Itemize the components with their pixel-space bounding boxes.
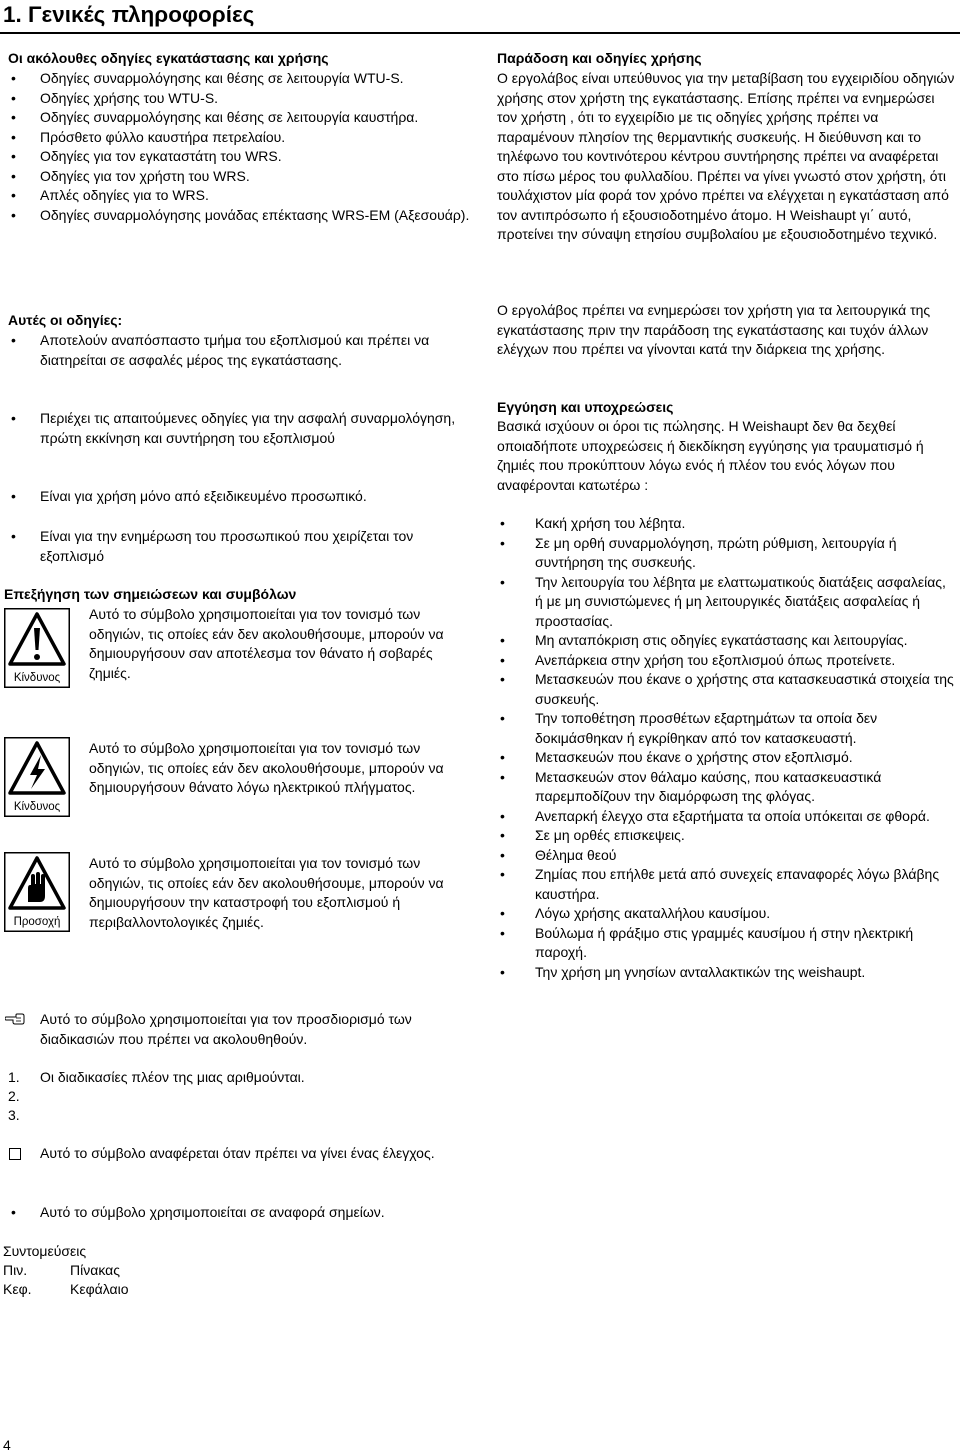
list-item: [8, 108, 473, 128]
list-item-text: Την χρήση μη γνησίων ανταλλακτικών της weishaupt.: [535, 963, 866, 980]
numbered-note-text: Οι διαδικασίες πλέον της μιας αριθμούνται.: [40, 1069, 305, 1085]
svg-text:Προσοχή: Προσοχή: [13, 916, 61, 928]
bullet-icon: •: [11, 410, 16, 426]
list-item: • Είναι για την ενημέρωση του προσωπικού που χειρίζεται τον εξοπλισμό: [11, 528, 414, 564]
abbr-value: Κεφάλαιο: [70, 1281, 129, 1297]
bullet-icon: •: [500, 573, 505, 590]
list-number: 2.: [8, 1088, 20, 1104]
checkbox-note-text: Αυτό το σύμβολο αναφέρεται όταν πρέπει να γίνει ένας έλεγχος.: [40, 1145, 435, 1161]
bullet-icon: •: [11, 488, 16, 504]
list-item: [8, 167, 473, 187]
bullet-icon: •: [500, 749, 505, 765]
list-item: [497, 846, 955, 866]
chapter-title: 1. Γενικές πληροφορίες: [3, 2, 255, 27]
list-item: • Αποτελούν αναπόσπαστο τμήμα του εξοπλισμού και πρέπει να διατηρείται σε ασφαλές μέρος της εγκατάστασης.: [11, 332, 430, 368]
intro-heading: Οι ακόλουθες οδηγίες εγκατάστασης και χρήσης: [8, 50, 329, 66]
abbr-key: Πιν.: [3, 1262, 28, 1278]
page-number: 4: [3, 1437, 11, 1453]
bullet-icon: •: [500, 632, 505, 648]
list-item-text: Οδηγίες συναρμολόγησης μονάδας επέκτασης WRS-EM (Αξεσουάρ).: [40, 206, 470, 223]
abbr-heading: Συντομεύσεις: [3, 1243, 87, 1259]
bullet-icon: •: [11, 1204, 16, 1220]
list-item: [497, 904, 955, 924]
intro-list: [8, 69, 473, 225]
svg-text:Κίνδυνος: Κίνδυνος: [13, 672, 61, 684]
bullet-icon: •: [11, 70, 16, 86]
list-item: [497, 865, 955, 904]
these-heading: Αυτές οι οδηγίες:: [8, 312, 123, 328]
list-item-text: Πρόσθετο φύλλο καυστήρα πετρελαίου.: [40, 128, 286, 145]
abbr-list: [3, 1261, 203, 1301]
symbol-caution: [0, 852, 480, 952]
bullet-icon: •: [500, 827, 505, 843]
bullet-icon: •: [500, 710, 505, 726]
bullet-icon: •: [11, 187, 16, 203]
bullet-icon: •: [11, 89, 16, 106]
list-item-text: Ζημίας που επήλθε μετά από συνεχείς επαναφορές λόγω βλάβης καυστήρα.: [535, 866, 940, 902]
symbol-danger: [0, 605, 480, 705]
list-item-text: Ανεπαρκή έλεγχο στα εξαρτήματα τα οποία υπόκειται σε φθορά.: [535, 807, 930, 824]
list-item-text: Απλές οδηγίες για το WRS.: [40, 187, 209, 203]
list-item-text: Βούλωμα ή φράξιμο στις γραμμές καυσίμου ή στην ηλεκτρική παροχή.: [535, 924, 914, 960]
bullet-note-text: Αυτό το σύμβολο χρησιμοποιείται σε αναφορά σημείων.: [40, 1204, 385, 1220]
bullet-icon: •: [500, 671, 505, 687]
handover-paragraph: Ο εργολάβος πρέπει να ενημερώσει τον χρήστη για τα λειτουργικά της εγκατάστασης πριν την παράδοση της εγκατάστασης και τυχόν άλλων ελέγχων που πρέπει να γίνονται κατά την διάρκεια της χρήσης.: [497, 302, 931, 357]
electric-danger-icon: [4, 737, 70, 817]
symbol-electric: [0, 737, 480, 837]
numbered-example: [0, 1068, 480, 1128]
list-item: [497, 670, 955, 709]
abbr-value: Πίνακας: [70, 1262, 120, 1278]
list-item: [497, 573, 955, 632]
list-item: • Είναι για χρήση μόνο από εξειδικευμένο προσωπικό.: [8, 487, 473, 507]
pointing-hand-icon: [5, 1013, 25, 1025]
svg-text:Κίνδυνος: Κίνδυνος: [13, 801, 61, 813]
list-item: [8, 69, 473, 89]
list-item-text: Μετασκευών στον θάλαμο καύσης, που κατασκευαστικά παρεμποδίζουν την διαμόρφωση της φλόγας.: [535, 768, 882, 804]
list-item: [8, 206, 473, 226]
list-item-text: Οδηγίες συναρμολόγησης και θέσης σε λειτουργία WTU-S.: [40, 70, 404, 86]
bullet-icon: •: [500, 534, 505, 551]
list-item-text: Μετασκευών που έκανε ο χρήστης στον εξοπλισμό.: [535, 749, 853, 765]
list-item-text: Την τοποθέτηση προσθέτων εξαρτημάτων τα οποία δεν δοκιμάσθηκαν ή εγκρίθηκαν από τον κατασκευαστή.: [535, 710, 878, 746]
list-item-text: Οδηγίες για τον εγκαταστάτη του WRS.: [40, 148, 282, 164]
list-item: • Περιέχει τις απαιτούμενες οδηγίες για την ασφαλή συναρμολόγηση, πρώτη εκκίνηση και συντήρηση του εξοπλισμού: [11, 410, 456, 446]
list-item: [497, 768, 955, 807]
bullet-icon: •: [500, 651, 505, 668]
list-item: [8, 147, 473, 167]
bullet-icon: •: [500, 768, 505, 785]
list-item-text: Οδηγίες συναρμολόγησης και θέσης σε λειτουργία καυστήρα.: [40, 109, 419, 125]
list-item: [497, 748, 955, 768]
list-item: [8, 186, 473, 206]
list-item-text: Μη ανταπόκριση στις οδηγίες εγκατάστασης και λειτουργίας.: [535, 632, 908, 648]
list-item: [497, 534, 955, 573]
bullet-icon: •: [11, 528, 16, 544]
bullet-icon: •: [11, 109, 16, 125]
bullet-icon: •: [11, 332, 16, 348]
list-item-text: Θέλημα θεού: [535, 846, 617, 863]
list-item-text: Σε μη ορθή συναρμολόγηση, πρώτη ρύθμιση, λειτουργία ή συντήρηση της συσκευής.: [535, 534, 897, 570]
list-item: [497, 807, 955, 827]
symbols-heading: Επεξήγηση των σημειώσεων και συμβόλων: [4, 586, 297, 602]
list-item-text: Την λειτουργία του λέβητα με ελαττωματικούς διατάξεις ασφαλείας, ή με μη συνιστώμενες ή μη λειτουργικές διατάξεις ασφαλείας ή προστασίας.: [535, 573, 946, 629]
symbol-description: Αυτό το σύμβολο χρησιμοποιείται για τον τονισμό των οδηγιών, τις οποίες εάν δεν ακολουθήσουμε, μπορούν να δημιουργήσουν σαν αποτέλεσμα τον θάνατο ή σοβαρές ζημιές.: [89, 606, 444, 681]
list-item: [497, 651, 955, 671]
list-item: [8, 89, 473, 109]
bullet-icon: •: [500, 515, 505, 531]
symbol-description: Αυτό το σύμβολο χρησιμοποιείται για τον τονισμό των οδηγιών, τις οποίες εάν δεν ακολουθήσουμε, μπορούν να δημιουργήσουν την καταστροφή του εξοπλισμού ή περιβαλλοντολογικές ζημιές.: [89, 855, 444, 930]
list-item-text: Οδηγίες για τον χρήστη του WRS.: [40, 167, 250, 184]
caution-hand-icon: [4, 852, 70, 932]
bullet-icon: •: [500, 866, 505, 882]
bullet-icon: •: [500, 846, 505, 863]
hand-note-text: Αυτό το σύμβολο χρησιμοποιείται για τον προσδιορισμό των διαδικασιών που πρέπει να ακολουθηθούν.: [40, 1011, 412, 1047]
warranty-paragraph: Βασικά ισχύουν οι όροι τις πώλησης. Η Weishaupt δεν θα δεχθεί οποιαδήποτε υποχρεώσεις ή διεκδίκηση εγγύησης για τραυματισμό ή ζημιές που προκύπτουν λόγω ενός ή πλέον του ενός λόγων που αναφέρονται κατωτέρω :: [497, 418, 924, 493]
list-item: [497, 963, 955, 983]
bullet-icon: •: [11, 148, 16, 164]
warranty-list: [497, 514, 955, 982]
symbol-description: Αυτό το σύμβολο χρησιμοποιείται για τον τονισμό των οδηγιών, τις οποίες εάν δεν ακολουθήσουμε, μπορούν να δημιουργήσουν θάνατο λόγω ηλεκτρικού πλήγματος.: [89, 740, 444, 795]
checkbox-icon: [9, 1148, 21, 1160]
bullet-icon: •: [500, 807, 505, 824]
danger-warning-icon: [4, 608, 70, 688]
list-item: [497, 631, 955, 651]
list-item-text: Κακή χρήση του λέβητα.: [535, 515, 686, 531]
bullet-icon: •: [500, 905, 505, 921]
handover-heading: Παράδοση και οδηγίες χρήσης: [497, 50, 702, 66]
list-item-text: Οδηγίες χρήσης του WTU-S.: [40, 89, 219, 106]
list-number: 3.: [8, 1107, 20, 1123]
bullet-icon: •: [500, 924, 505, 941]
list-item: [8, 128, 473, 148]
bullet-icon: •: [500, 963, 505, 980]
list-item-text: Μετασκευών που έκανε ο χρήστης στα κατασκευαστικά στοιχεία της συσκευής.: [535, 671, 954, 707]
list-number: 1.: [8, 1069, 20, 1085]
list-item-text: Σε μη ορθές επισκεψεις.: [535, 827, 685, 843]
warranty-heading: Εγγύηση και υποχρεώσεις: [497, 399, 674, 415]
bullet-icon: •: [11, 128, 16, 145]
abbr-key: Κεφ.: [3, 1281, 32, 1297]
list-item: [497, 924, 955, 963]
bullet-icon: •: [11, 206, 16, 223]
list-item: [497, 514, 955, 534]
list-item-text: Λόγω χρήσης ακαταλλήλου καυσίμου.: [535, 905, 771, 921]
list-item-text: Ανεπάρκεια στην χρήση του εξοπλισμού όπως προτείνετε.: [535, 651, 896, 668]
bullet-icon: •: [11, 167, 16, 184]
list-item: [497, 826, 955, 846]
handover-paragraph: Ο εργολάβος είναι υπεύθυνος για την μεταβίβαση του εγχειριδίου οδηγιών χρήσης στον χρήστη της εγκατάστασης. Επίσης πρέπει να ενημερώσει τον χρήστη , ότι το εγχειρίδιο με τις οδηγίες χρήσης πρέπει να παραμένουν πλησίον της θερμαντικής συσκευής. Η διεύθυνση και το τηλέφωνο του κοντινότερου κέντρου συντήρησης πρέπει να αναφέρεται στο πίσω μέρος του φυλλαδίου. Πρέπει να γίνει γνωστό στον χρήστη, ότι τουλάχιστον μία φορά τον χρόνο πρέπει να ελέγχεται η εγκατάσταση από τον αντιπρόσωπο ή εξουσιοδοτημένο άτομο. Η Weishaupt γι΄ αυτό, προτείνει την σύναψη ετησίου συμβολαίου με εξουσιοδοτημένο τεχνικό.: [497, 70, 955, 242]
list-item: [497, 709, 955, 748]
